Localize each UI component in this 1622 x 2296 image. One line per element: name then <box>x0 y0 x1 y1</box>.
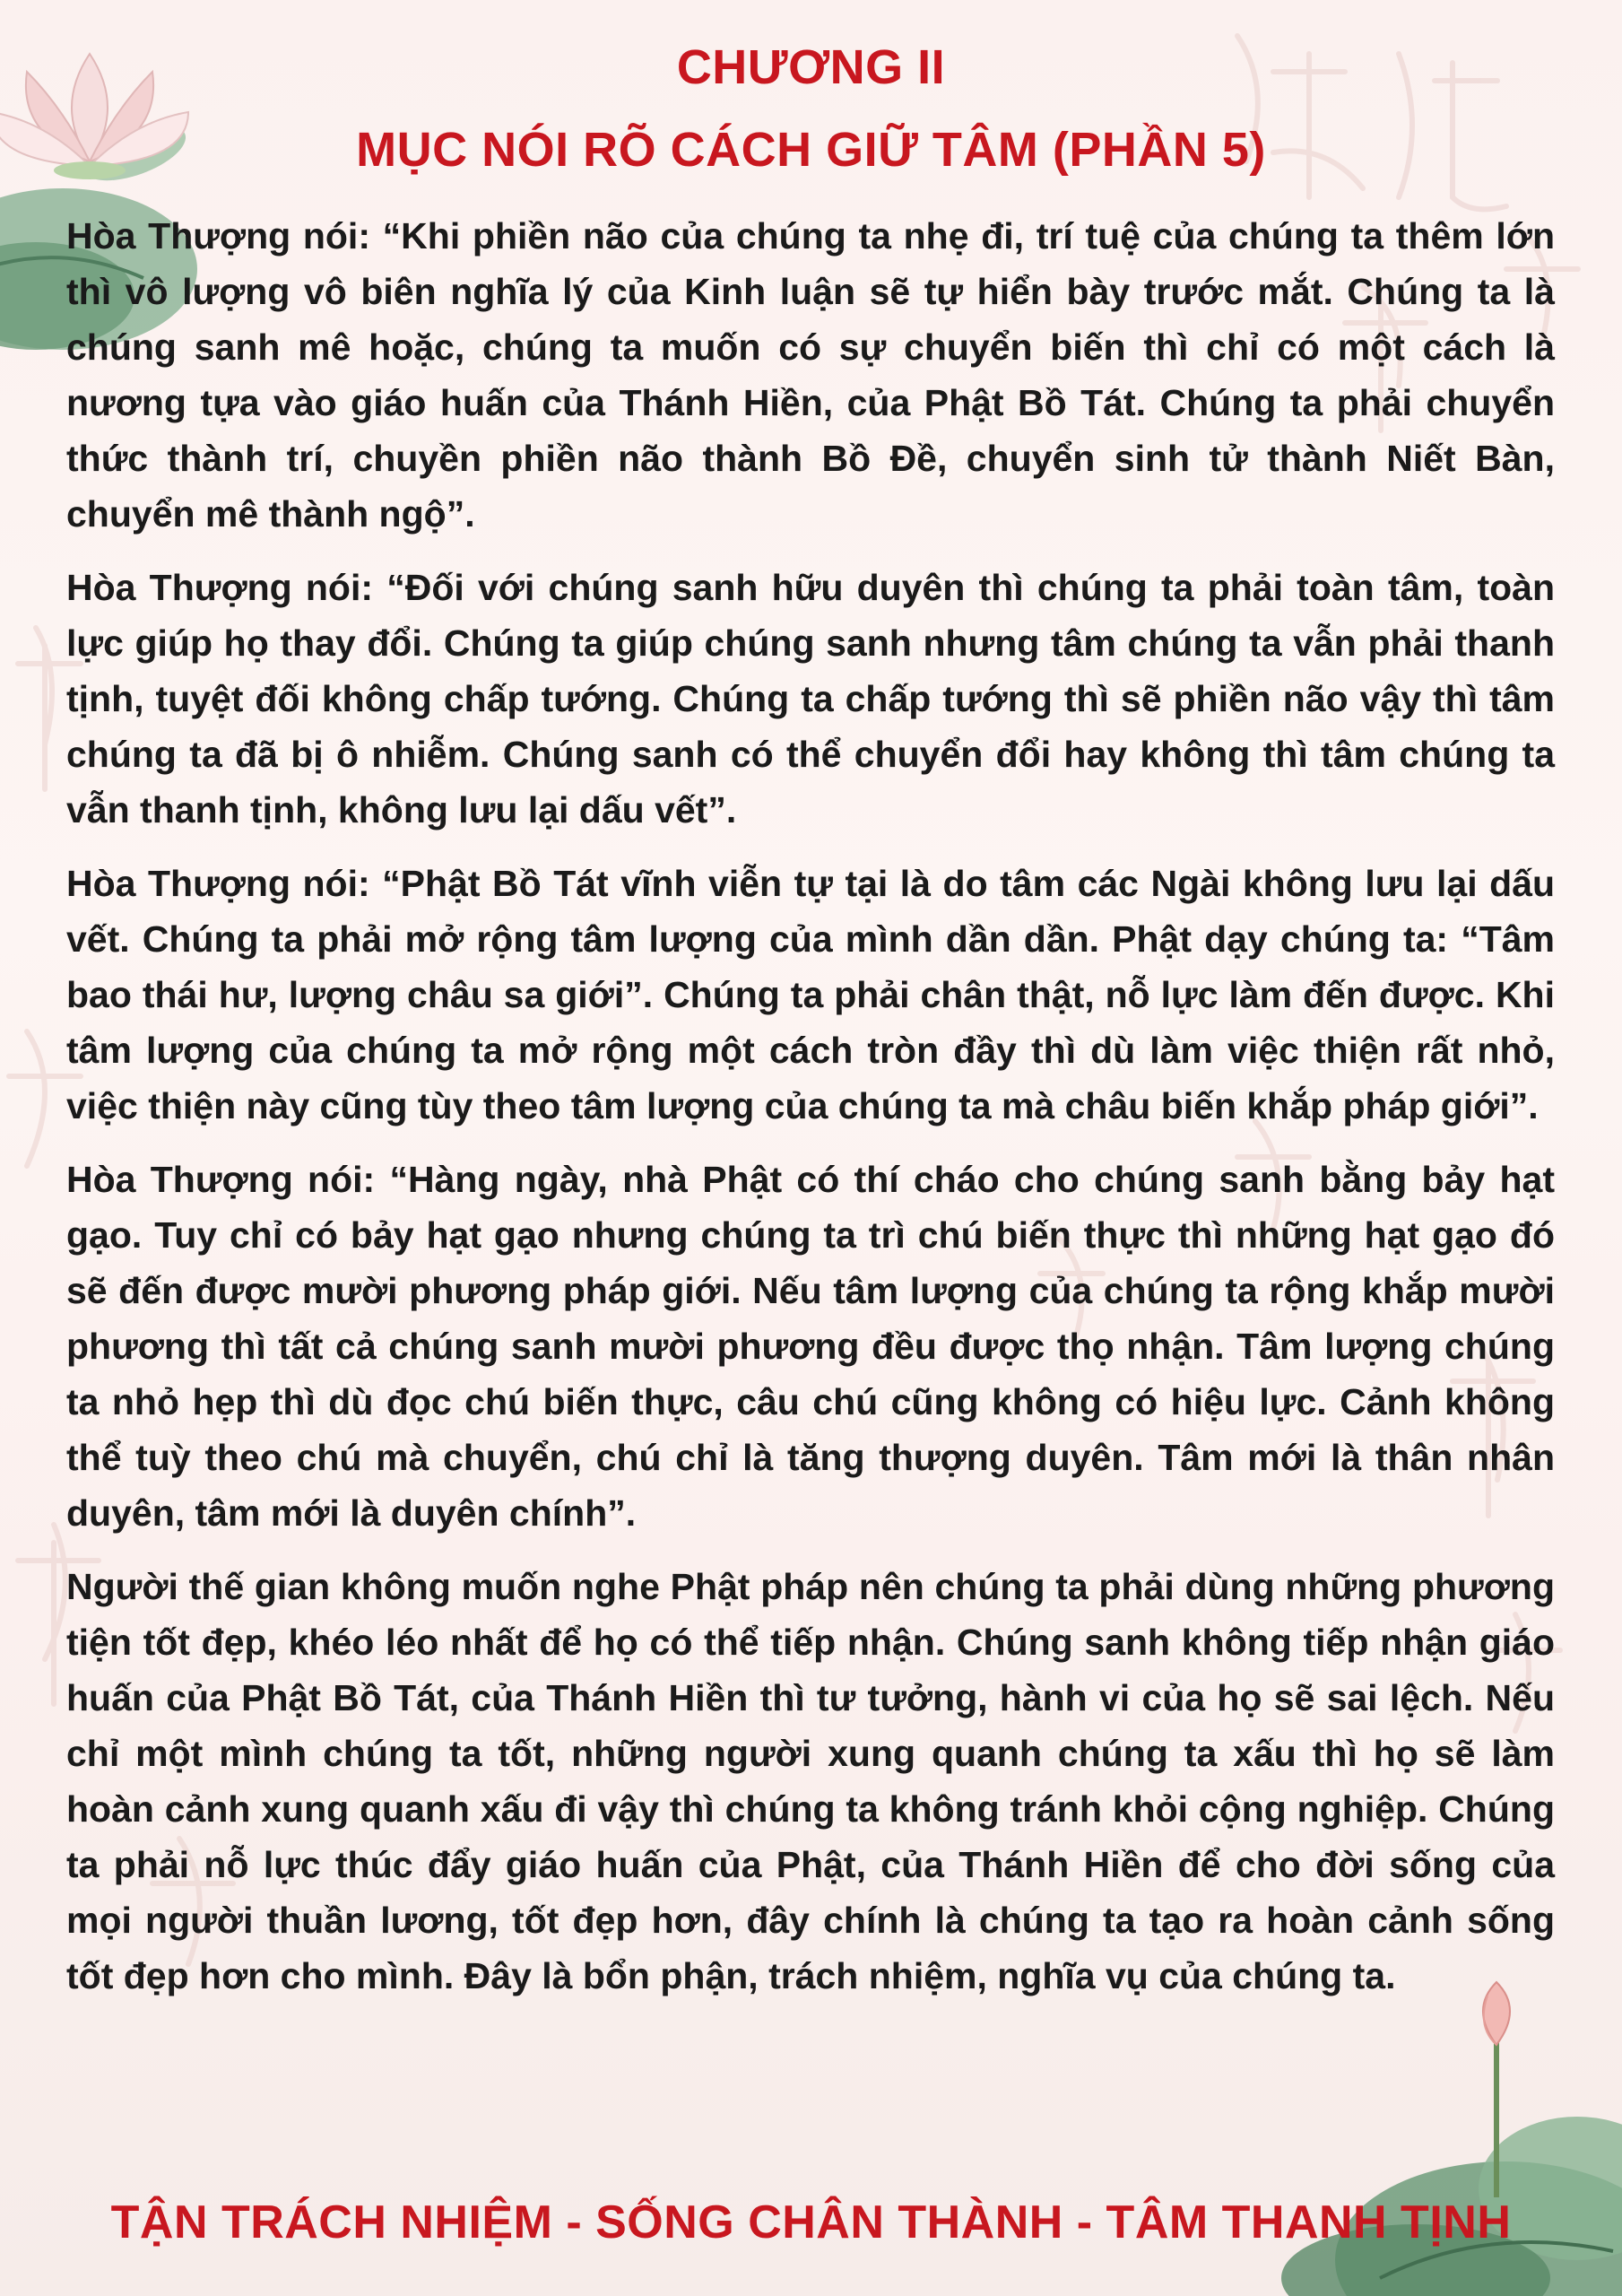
section-title: MỤC NÓI RÕ CÁCH GIỮ TÂM (PHẦN 5) <box>356 123 1266 177</box>
paragraph-4: Hòa Thượng nói: “Hàng ngày, nhà Phật có thí cháo cho chúng sanh bằng bảy hạt gạo. Tuy chỉ có bảy hạt gạo nhưng chúng ta trì chú biến thực thì những hạt gạo đó sẽ đến được mười phương pháp giới. Nếu tâm lượng của chúng ta rộng khắp mười phương thì tất cả chúng sanh mười phương đều được thọ nhận. Tâm lượng chúng ta nhỏ hẹp thì dù đọc chú biến thực, câu chú cũng không có hiệu lực. Cảnh không thể tuỳ theo chú mà chuyển, chú chỉ là tăng thượng duyên. Tâm mới là thân nhân duyên, tâm mới là duyên chính”. <box>66 1159 1555 1534</box>
paragraph-3: Hòa Thượng nói: “Phật Bồ Tát vĩnh viễn tự tại là do tâm các Ngài không lưu lại dấu vết. Chúng ta phải mở rộng tâm lượng của mình dần dần. Phật dạy chúng ta: “Tâm bao thái hư, lượng châu sa giới”. Chúng ta phải chân thật, nỗ lực làm đến được. Khi tâm lượng của chúng ta mở rộng một cách tròn đầy thì dù làm việc thiện rất nhỏ, việc thiện này cũng tùy theo tâm lượng của chúng ta mà châu biến khắp pháp giới”. <box>66 863 1555 1126</box>
chapter-title: CHƯƠNG II <box>676 40 946 94</box>
body-text <box>66 208 1555 2022</box>
paragraph-5: Người thế gian không muốn nghe Phật pháp nên chúng ta phải dùng những phương tiện tốt đẹp, khéo léo nhất để họ có thể tiếp nhận. Chúng sanh không tiếp nhận giáo huấn của Phật Bồ Tát, của Thánh Hiền thì tư tưởng, hành vi của họ sẽ sai lệch. Nếu chỉ một mình chúng ta tốt, những người xung quanh chúng ta xấu thì họ sẽ làm hoàn cảnh xung quanh xấu đi vậy thì chúng ta không tránh khỏi cộng nghiệp. Chúng ta phải nỗ lực thúc đẩy giáo huấn của Phật, của Thánh Hiền để cho đời sống của mọi người thuần lương, tốt đẹp hơn, đây chính là chúng ta tạo ra hoàn cảnh sống tốt đẹp hơn cho mình. Đây là bổn phận, trách nhiệm, nghĩa vụ của chúng ta. <box>66 1566 1555 1996</box>
paragraph-1: Hòa Thượng nói: “Khi phiền não của chúng ta nhẹ đi, trí tuệ của chúng ta thêm lớn thì vô lượng vô biên nghĩa lý của Kinh luận sẽ tự hiển bày trước mắt. Chúng ta là chúng sanh mê hoặc, chúng ta muốn có sự chuyển biến thì chỉ có một cách là nương tựa vào giáo huấn của Thánh Hiền, của Phật Bồ Tát. Chúng ta phải chuyển thức thành trí, chuyền phiền não thành Bồ Đề, chuyển sinh tử thành Niết Bàn, chuyển mê thành ngộ”. <box>66 215 1555 535</box>
footer-slogan: TẬN TRÁCH NHIỆM - SỐNG CHÂN THÀNH - TÂM THANH TỊNH <box>110 2196 1512 2248</box>
paragraph-2: Hòa Thượng nói: “Đối với chúng sanh hữu duyên thì chúng ta phải toàn tâm, toàn lực giúp họ thay đổi. Chúng ta giúp chúng sanh nhưng tâm chúng ta vẫn phải thanh tịnh, tuyệt đối không chấp tướng. Chúng ta chấp tướng thì sẽ phiền não vậy thì tâm chúng ta đã bị ô nhiễm. Chúng sanh có thể chuyển đổi hay không thì tâm chúng ta vẫn thanh tịnh, không lưu lại dấu vết”. <box>66 567 1555 831</box>
